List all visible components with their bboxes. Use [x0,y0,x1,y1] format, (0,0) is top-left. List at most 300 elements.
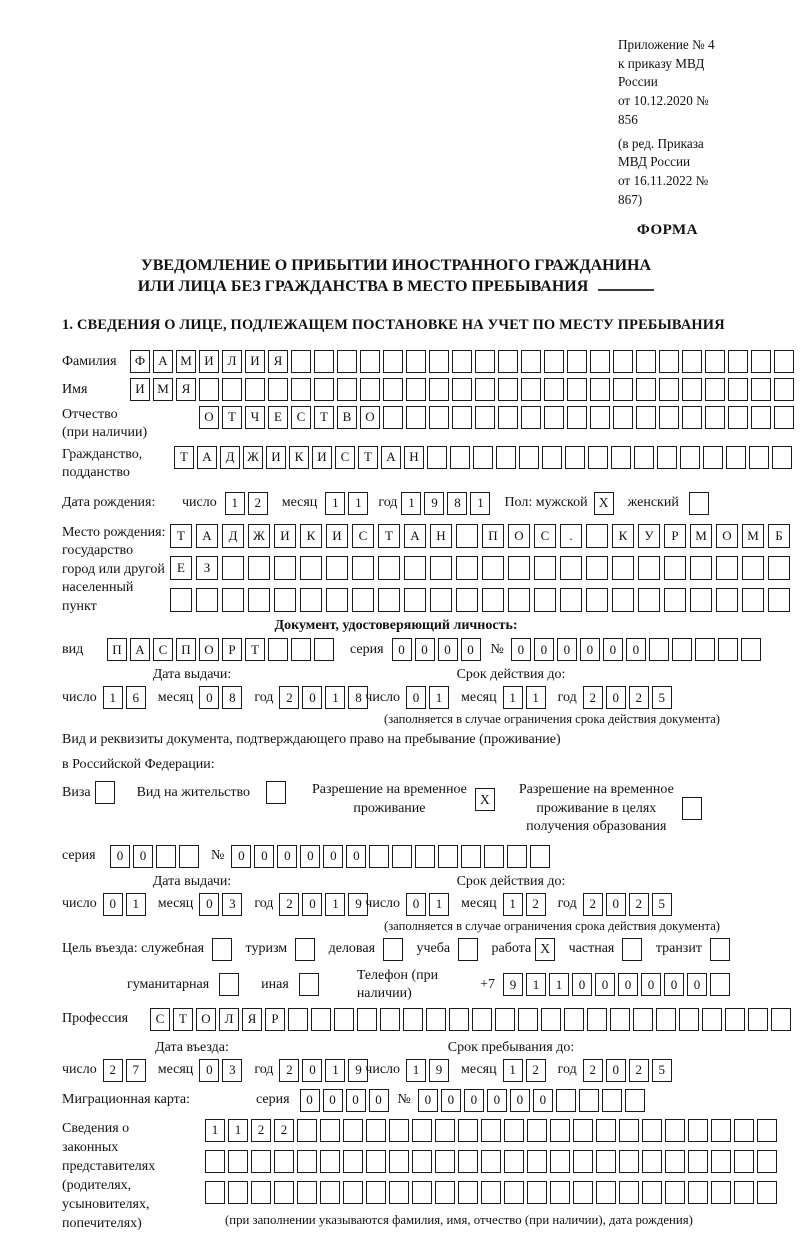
form-cell[interactable]: 1 [470,492,490,515]
form-cell[interactable]: 0 [464,1089,484,1112]
purpose-transit-checkbox[interactable] [710,938,730,961]
form-cell[interactable] [475,378,495,401]
form-cell[interactable] [378,556,400,580]
form-cell[interactable]: 0 [323,845,343,868]
form-cell[interactable]: А [130,638,150,661]
form-cell[interactable] [711,1181,731,1204]
form-cell[interactable] [438,845,458,868]
form-cell[interactable]: 1 [526,686,546,709]
form-cell[interactable] [634,446,654,469]
form-cell[interactable] [314,350,334,373]
form-cell[interactable] [343,1119,363,1142]
purpose-business-checkbox[interactable] [383,938,403,961]
form-cell[interactable] [705,350,725,373]
form-cell[interactable]: 0 [323,1089,343,1112]
form-cell[interactable] [456,588,478,612]
form-cell[interactable]: 0 [199,686,219,709]
form-cell[interactable]: 0 [346,845,366,868]
form-cell[interactable]: 1 [406,1059,426,1082]
form-cell[interactable]: Я [268,350,288,373]
form-cell[interactable] [461,845,481,868]
form-cell[interactable] [705,406,725,429]
form-cell[interactable]: Т [222,406,242,429]
form-cell[interactable] [665,1181,685,1204]
form-cell[interactable]: 1 [503,893,523,916]
form-cell[interactable]: 0 [346,1089,366,1112]
form-cell[interactable]: 3 [222,893,242,916]
form-cell[interactable] [774,406,794,429]
form-cell[interactable] [475,406,495,429]
form-cell[interactable] [297,1119,317,1142]
form-cell[interactable] [619,1150,639,1173]
form-cell[interactable]: 2 [526,893,546,916]
visa-checkbox[interactable] [95,781,115,804]
form-cell[interactable]: Л [222,350,242,373]
form-cell[interactable]: 0 [418,1089,438,1112]
form-cell[interactable] [404,588,426,612]
form-cell[interactable] [688,1150,708,1173]
form-cell[interactable] [716,588,738,612]
form-cell[interactable] [612,556,634,580]
form-cell[interactable] [458,1181,478,1204]
form-cell[interactable] [590,378,610,401]
form-cell[interactable] [679,1008,699,1031]
form-cell[interactable] [573,1150,593,1173]
form-cell[interactable] [664,588,686,612]
form-cell[interactable]: У [638,524,660,548]
form-cell[interactable] [587,1008,607,1031]
form-cell[interactable] [508,556,530,580]
form-cell[interactable]: 2 [629,1059,649,1082]
form-cell[interactable] [343,1150,363,1173]
sex-male-checkbox[interactable]: X [594,492,614,515]
form-cell[interactable] [458,1150,478,1173]
form-cell[interactable] [389,1181,409,1204]
form-cell[interactable] [541,1008,561,1031]
form-cell[interactable]: 2 [279,893,299,916]
form-cell[interactable] [703,446,723,469]
form-cell[interactable]: 9 [348,1059,368,1082]
form-cell[interactable]: 1 [325,893,345,916]
form-cell[interactable] [734,1150,754,1173]
form-cell[interactable] [426,1008,446,1031]
form-cell[interactable]: Т [245,638,265,661]
form-cell[interactable] [521,378,541,401]
form-cell[interactable]: 1 [103,686,123,709]
form-cell[interactable] [429,378,449,401]
form-cell[interactable] [613,350,633,373]
form-cell[interactable] [222,556,244,580]
form-cell[interactable]: 0 [254,845,274,868]
form-cell[interactable]: Н [404,446,424,469]
form-cell[interactable] [521,350,541,373]
form-cell[interactable]: 0 [103,893,123,916]
form-cell[interactable] [567,406,587,429]
form-cell[interactable]: С [150,1008,170,1031]
form-cell[interactable]: М [176,350,196,373]
form-cell[interactable] [768,556,790,580]
form-cell[interactable]: Я [176,378,196,401]
form-cell[interactable]: О [716,524,738,548]
form-cell[interactable] [659,378,679,401]
form-cell[interactable] [320,1119,340,1142]
form-cell[interactable]: О [360,406,380,429]
form-cell[interactable] [430,556,452,580]
form-cell[interactable] [366,1181,386,1204]
form-cell[interactable]: 0 [603,638,623,661]
form-cell[interactable]: З [196,556,218,580]
form-cell[interactable] [638,588,660,612]
form-cell[interactable] [251,1181,271,1204]
form-cell[interactable] [412,1150,432,1173]
form-cell[interactable]: Р [265,1008,285,1031]
form-cell[interactable] [452,406,472,429]
form-cell[interactable]: 0 [392,638,412,661]
form-cell[interactable]: М [742,524,764,548]
form-cell[interactable] [403,1008,423,1031]
form-cell[interactable] [602,1089,622,1112]
form-cell[interactable] [613,406,633,429]
form-cell[interactable]: К [300,524,322,548]
form-cell[interactable] [716,556,738,580]
form-cell[interactable]: 0 [557,638,577,661]
form-cell[interactable] [156,845,176,868]
purpose-private-checkbox[interactable] [622,938,642,961]
form-cell[interactable] [343,1181,363,1204]
form-cell[interactable] [357,1008,377,1031]
form-cell[interactable] [334,1008,354,1031]
form-cell[interactable]: 2 [279,1059,299,1082]
form-cell[interactable] [406,406,426,429]
form-cell[interactable]: Е [170,556,192,580]
form-cell[interactable] [406,378,426,401]
form-cell[interactable]: 0 [606,1059,626,1082]
form-cell[interactable] [360,350,380,373]
form-cell[interactable]: Е [268,406,288,429]
form-cell[interactable] [326,556,348,580]
form-cell[interactable] [369,845,389,868]
form-cell[interactable]: 2 [251,1119,271,1142]
form-cell[interactable]: 0 [406,686,426,709]
purpose-tourism-checkbox[interactable] [295,938,315,961]
form-cell[interactable] [664,556,686,580]
form-cell[interactable] [291,350,311,373]
form-cell[interactable]: О [199,406,219,429]
form-cell[interactable]: 0 [626,638,646,661]
form-cell[interactable] [472,1008,492,1031]
form-cell[interactable] [757,1150,777,1173]
form-cell[interactable] [527,1181,547,1204]
form-cell[interactable] [456,556,478,580]
form-cell[interactable] [768,588,790,612]
form-cell[interactable] [638,556,660,580]
form-cell[interactable]: Л [219,1008,239,1031]
form-cell[interactable]: Т [314,406,334,429]
form-cell[interactable]: Т [358,446,378,469]
form-cell[interactable] [380,1008,400,1031]
form-cell[interactable] [412,1181,432,1204]
form-cell[interactable]: Т [378,524,400,548]
form-cell[interactable] [573,1181,593,1204]
form-cell[interactable] [504,1150,524,1173]
form-cell[interactable] [542,446,562,469]
form-cell[interactable]: А [197,446,217,469]
form-cell[interactable]: Ф [130,350,150,373]
form-cell[interactable] [734,1119,754,1142]
form-cell[interactable]: 0 [406,893,426,916]
form-cell[interactable] [360,378,380,401]
form-cell[interactable]: 0 [133,845,153,868]
form-cell[interactable]: 8 [447,492,467,515]
form-cell[interactable]: 1 [205,1119,225,1142]
form-cell[interactable] [725,1008,745,1031]
form-cell[interactable]: И [245,350,265,373]
form-cell[interactable]: Ж [248,524,270,548]
form-cell[interactable] [659,406,679,429]
form-cell[interactable] [452,350,472,373]
form-cell[interactable] [613,378,633,401]
form-cell[interactable] [619,1181,639,1204]
form-cell[interactable] [742,588,764,612]
form-cell[interactable]: С [534,524,556,548]
form-cell[interactable] [383,378,403,401]
form-cell[interactable]: 1 [348,492,368,515]
form-cell[interactable] [429,350,449,373]
form-cell[interactable] [383,350,403,373]
form-cell[interactable]: 1 [228,1119,248,1142]
form-cell[interactable] [728,378,748,401]
form-cell[interactable] [564,1008,584,1031]
form-cell[interactable]: 2 [629,686,649,709]
form-cell[interactable] [530,845,550,868]
form-cell[interactable]: С [291,406,311,429]
form-cell[interactable] [222,378,242,401]
form-cell[interactable]: П [107,638,127,661]
form-cell[interactable] [705,378,725,401]
form-cell[interactable]: 0 [487,1089,507,1112]
form-cell[interactable] [556,1089,576,1112]
form-cell[interactable] [550,1181,570,1204]
form-cell[interactable]: 0 [110,845,130,868]
form-cell[interactable]: 9 [348,893,368,916]
form-cell[interactable] [507,845,527,868]
form-cell[interactable] [586,556,608,580]
rvp-checkbox[interactable]: X [475,788,495,811]
form-cell[interactable] [567,350,587,373]
form-cell[interactable] [498,350,518,373]
form-cell[interactable] [596,1181,616,1204]
form-cell[interactable] [179,845,199,868]
form-cell[interactable] [665,1119,685,1142]
form-cell[interactable] [274,556,296,580]
form-cell[interactable]: 0 [595,973,615,996]
form-cell[interactable] [636,406,656,429]
purpose-study-checkbox[interactable] [458,938,478,961]
form-cell[interactable]: С [153,638,173,661]
form-cell[interactable]: 2 [248,492,268,515]
form-cell[interactable] [625,1089,645,1112]
form-cell[interactable] [710,973,730,996]
form-cell[interactable] [482,588,504,612]
form-cell[interactable]: И [266,446,286,469]
form-cell[interactable] [449,1008,469,1031]
form-cell[interactable]: 1 [325,686,345,709]
form-cell[interactable]: 0 [533,1089,553,1112]
form-cell[interactable]: И [130,378,150,401]
form-cell[interactable]: И [312,446,332,469]
form-cell[interactable]: 2 [274,1119,294,1142]
form-cell[interactable] [481,1181,501,1204]
form-cell[interactable] [642,1119,662,1142]
form-cell[interactable]: 1 [503,686,523,709]
form-cell[interactable] [751,378,771,401]
form-cell[interactable]: 0 [415,638,435,661]
form-cell[interactable] [352,588,374,612]
form-cell[interactable] [657,446,677,469]
form-cell[interactable] [544,406,564,429]
form-cell[interactable] [734,1181,754,1204]
purpose-other-checkbox[interactable] [299,973,319,996]
form-cell[interactable] [690,588,712,612]
form-cell[interactable]: А [153,350,173,373]
form-cell[interactable] [751,350,771,373]
form-cell[interactable] [649,638,669,661]
form-cell[interactable]: 7 [126,1059,146,1082]
form-cell[interactable] [757,1181,777,1204]
form-cell[interactable]: М [153,378,173,401]
form-cell[interactable] [636,350,656,373]
form-cell[interactable]: П [176,638,196,661]
form-cell[interactable] [659,350,679,373]
form-cell[interactable]: 0 [572,973,592,996]
form-cell[interactable] [389,1119,409,1142]
form-cell[interactable]: 1 [401,492,421,515]
form-cell[interactable]: 0 [300,845,320,868]
form-cell[interactable]: Ж [243,446,263,469]
form-cell[interactable]: 0 [511,638,531,661]
purpose-official-checkbox[interactable] [212,938,232,961]
form-cell[interactable]: 0 [302,686,322,709]
form-cell[interactable] [567,378,587,401]
form-cell[interactable]: 0 [606,893,626,916]
form-cell[interactable]: М [690,524,712,548]
form-cell[interactable] [534,556,556,580]
form-cell[interactable] [688,1181,708,1204]
form-cell[interactable] [521,406,541,429]
form-cell[interactable] [749,446,769,469]
form-cell[interactable]: 2 [629,893,649,916]
form-cell[interactable] [326,588,348,612]
form-cell[interactable] [228,1150,248,1173]
purpose-work-checkbox[interactable]: X [535,938,555,961]
form-cell[interactable]: 0 [580,638,600,661]
form-cell[interactable]: 0 [534,638,554,661]
form-cell[interactable] [251,1150,271,1173]
form-cell[interactable] [560,588,582,612]
form-cell[interactable] [498,406,518,429]
form-cell[interactable]: И [326,524,348,548]
form-cell[interactable]: 8 [222,686,242,709]
form-cell[interactable] [579,1089,599,1112]
form-cell[interactable]: 1 [526,973,546,996]
form-cell[interactable] [484,845,504,868]
form-cell[interactable] [504,1119,524,1142]
form-cell[interactable] [550,1150,570,1173]
form-cell[interactable] [475,350,495,373]
form-cell[interactable]: 1 [126,893,146,916]
form-cell[interactable] [518,1008,538,1031]
form-cell[interactable] [406,350,426,373]
form-cell[interactable] [297,1150,317,1173]
form-cell[interactable] [288,1008,308,1031]
form-cell[interactable]: 1 [549,973,569,996]
form-cell[interactable] [435,1181,455,1204]
form-cell[interactable]: 0 [277,845,297,868]
form-cell[interactable]: Т [173,1008,193,1031]
form-cell[interactable]: 1 [325,1059,345,1082]
form-cell[interactable] [498,378,518,401]
form-cell[interactable] [314,378,334,401]
form-cell[interactable] [170,588,192,612]
form-cell[interactable] [565,446,585,469]
form-cell[interactable]: 9 [503,973,523,996]
form-cell[interactable] [757,1119,777,1142]
form-cell[interactable] [633,1008,653,1031]
form-cell[interactable] [337,378,357,401]
form-cell[interactable] [415,845,435,868]
form-cell[interactable]: 2 [279,686,299,709]
form-cell[interactable]: Н [430,524,452,548]
form-cell[interactable]: 1 [225,492,245,515]
form-cell[interactable]: 0 [231,845,251,868]
form-cell[interactable] [482,556,504,580]
form-cell[interactable]: 2 [103,1059,123,1082]
form-cell[interactable] [366,1119,386,1142]
form-cell[interactable]: В [337,406,357,429]
sex-female-checkbox[interactable] [689,492,709,515]
form-cell[interactable] [473,446,493,469]
form-cell[interactable] [291,638,311,661]
form-cell[interactable] [504,1181,524,1204]
form-cell[interactable] [300,556,322,580]
form-cell[interactable]: 0 [199,1059,219,1082]
form-cell[interactable] [665,1150,685,1173]
form-cell[interactable] [742,556,764,580]
form-cell[interactable] [741,638,761,661]
form-cell[interactable] [228,1181,248,1204]
form-cell[interactable] [588,446,608,469]
form-cell[interactable]: 3 [222,1059,242,1082]
form-cell[interactable]: Я [242,1008,262,1031]
form-cell[interactable]: 0 [641,973,661,996]
form-cell[interactable]: Р [222,638,242,661]
form-cell[interactable] [690,556,712,580]
form-cell[interactable] [205,1150,225,1173]
form-cell[interactable]: 0 [300,1089,320,1112]
form-cell[interactable] [611,446,631,469]
form-cell[interactable] [726,446,746,469]
form-cell[interactable]: Т [170,524,192,548]
purpose-humanitarian-checkbox[interactable] [219,973,239,996]
form-cell[interactable] [680,446,700,469]
form-cell[interactable] [728,406,748,429]
form-cell[interactable] [590,406,610,429]
form-cell[interactable] [337,350,357,373]
rvp-education-checkbox[interactable] [682,797,702,820]
form-cell[interactable]: Р [664,524,686,548]
form-cell[interactable] [586,588,608,612]
form-cell[interactable]: 0 [369,1089,389,1112]
